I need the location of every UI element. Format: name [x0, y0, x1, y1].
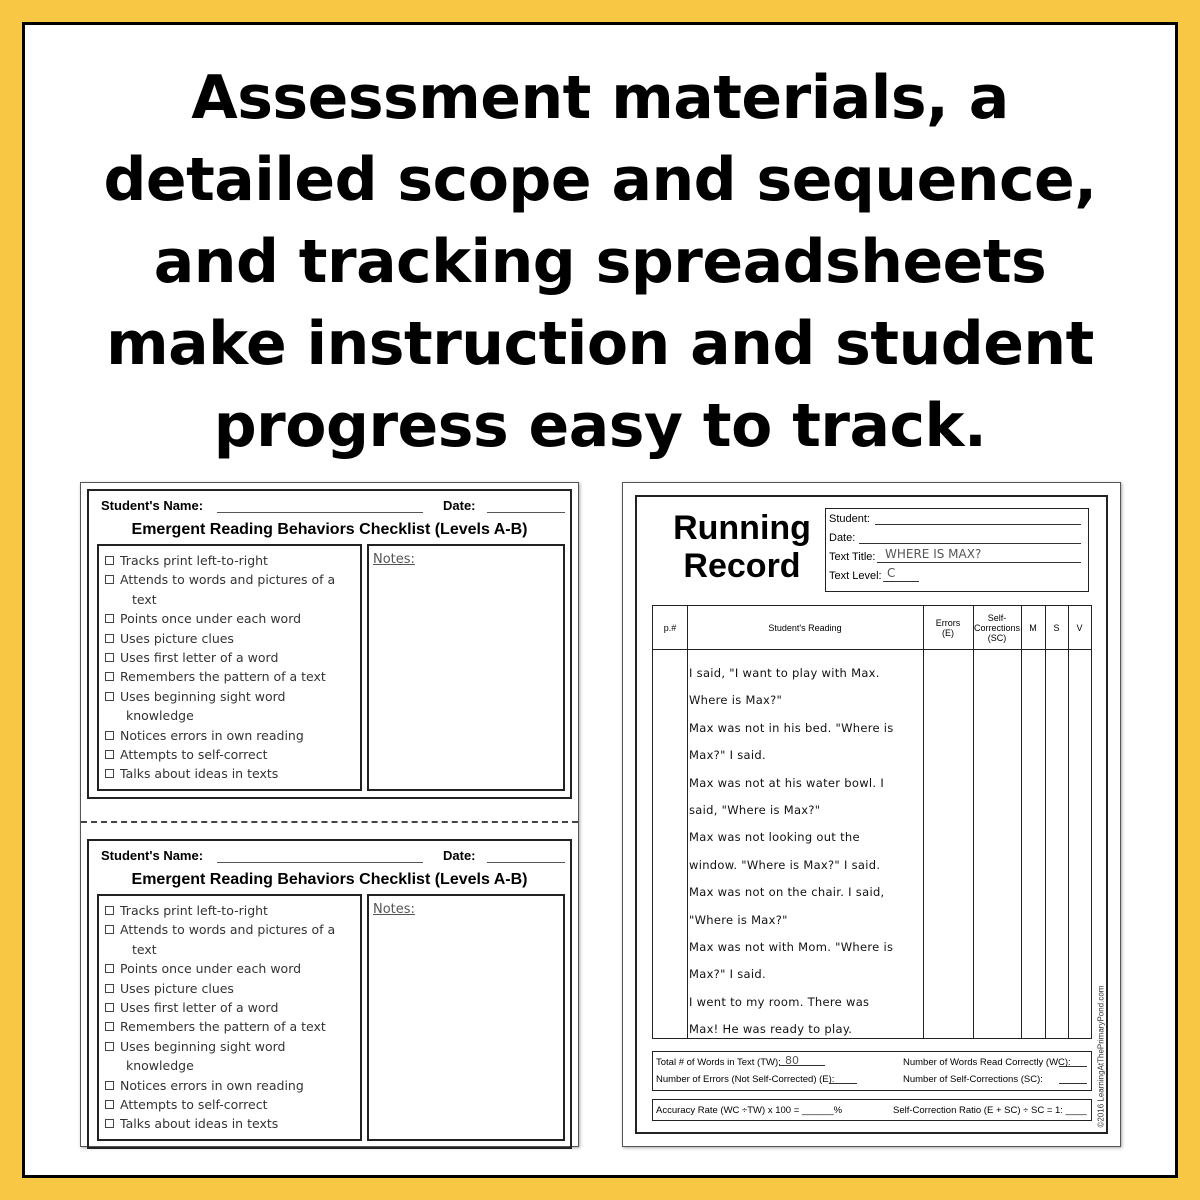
checklist-list — [97, 544, 362, 791]
running-record-title — [657, 509, 827, 585]
column-divider — [1045, 606, 1046, 1038]
date-label: Date: — [829, 532, 856, 544]
checklist-item-label — [120, 726, 354, 745]
reading-line: window. "Where is Max?" I said. — [689, 857, 881, 872]
checklist-item-label — [120, 745, 354, 764]
checkbox[interactable] — [105, 984, 114, 993]
col-m-header: M — [1029, 623, 1037, 633]
student-name-line — [217, 862, 423, 863]
checklist-item-label — [120, 1017, 354, 1036]
checklist-item — [105, 901, 354, 920]
checklist-item-text: Talks about ideas in texts — [120, 766, 279, 782]
text-title-value: WHERE IS MAX? — [885, 547, 982, 561]
column-divider — [973, 606, 974, 1038]
text-level-line — [883, 581, 919, 582]
checklist-item-text: Remembers the pattern of a text — [120, 669, 326, 685]
checklist-item — [105, 745, 354, 764]
running-record-sheet — [622, 482, 1121, 1147]
checklist-card — [87, 489, 572, 799]
totals-box — [652, 1051, 1092, 1091]
text-level-label: Text Level: — [829, 570, 882, 582]
words-correct-line — [1059, 1066, 1087, 1067]
text-title-line — [877, 562, 1081, 563]
column-divider — [687, 606, 688, 1038]
checkbox[interactable] — [105, 925, 114, 934]
checkbox[interactable] — [105, 964, 114, 973]
reading-line: Max?" I said. — [689, 967, 766, 982]
accuracy-box — [652, 1099, 1092, 1121]
headline-line: detailed scope and sequence, — [103, 145, 1097, 215]
name-date-row — [101, 848, 561, 866]
total-words-value: 80 — [785, 1054, 799, 1067]
copyright-notice — [1095, 985, 1107, 1129]
table-header — [653, 606, 1091, 650]
notes-box — [367, 544, 565, 791]
sc-header-line: Self- — [987, 613, 1007, 623]
checklist-item-text: Talks about ideas in texts — [120, 1116, 279, 1132]
reading-line: Max was not on the chair. I said, — [689, 885, 885, 900]
col-errors-header — [923, 606, 973, 650]
checkbox[interactable] — [105, 1100, 114, 1109]
checklist-item — [105, 629, 354, 648]
self-corrections-line — [1059, 1083, 1087, 1084]
checklist-item — [105, 764, 354, 783]
checklist-item — [105, 551, 354, 570]
record-info-box — [825, 508, 1089, 592]
errors-header-line: Errors — [935, 618, 961, 628]
headline-line: make instruction and student — [106, 309, 1094, 379]
headline-line: progress easy to track. — [213, 391, 987, 461]
reading-line: Max! He was ready to play. — [689, 1022, 853, 1037]
checklist-item-label — [120, 920, 354, 959]
checklist-item — [105, 570, 354, 609]
student-name-label: Student's Name: — [101, 498, 204, 513]
checkbox[interactable] — [105, 556, 114, 565]
col-s-header: S — [1053, 623, 1060, 633]
words-correct-label: Number of Words Read Correctly (WC): — [903, 1057, 1071, 1068]
checklist-item-text: text — [132, 941, 157, 957]
title-line: Record — [683, 547, 801, 585]
text-level-value: C — [887, 566, 896, 580]
checklist-item-text: Tracks print left-to-right — [120, 903, 268, 918]
reading-line: Max?" I said. — [689, 748, 766, 763]
running-record-table — [652, 605, 1092, 1039]
notes-label: Notes: — [373, 552, 415, 567]
checklist-item — [105, 648, 354, 667]
sc-header-line: Corrections — [973, 623, 1020, 633]
checklist-item-text: Attends to words and pictures of a — [120, 572, 336, 588]
date-line — [487, 512, 565, 513]
checklist-item-label — [120, 570, 354, 609]
checklist-item-label — [120, 959, 354, 978]
student-line — [875, 524, 1081, 525]
errors-count-label: Number of Errors (Not Self-Corrected) (E): — [656, 1074, 835, 1085]
col-sc-header — [973, 606, 1021, 650]
checklist-item — [105, 1076, 354, 1095]
headline-line: and tracking spreadsheets — [153, 227, 1047, 297]
checklist-item-text: Notices errors in own reading — [120, 727, 304, 743]
sc-ratio-label: Self-Correction Ratio (E + SC) ÷ SC = 1: ____ — [893, 1105, 1087, 1116]
checklist-item-text: Uses picture clues — [120, 980, 234, 996]
checklist-item — [105, 726, 354, 745]
checkbox[interactable] — [105, 1042, 114, 1051]
checkbox[interactable] — [105, 750, 114, 759]
reading-line: Max was not at his water bowl. I — [689, 775, 885, 790]
checklist-item-text: Points once under each word — [120, 611, 302, 627]
date-line — [487, 862, 565, 863]
column-divider — [1068, 606, 1069, 1038]
column-divider — [923, 606, 924, 1038]
checklist-item-text: Uses beginning sight word — [120, 688, 286, 704]
checklist-item-label — [120, 629, 354, 648]
checklist-item — [105, 998, 354, 1017]
checklist-item-label — [120, 667, 354, 686]
reading-line: said, "Where is Max?" — [689, 802, 821, 817]
reading-line: Max was not in his bed. "Where is — [689, 720, 894, 735]
date-row — [829, 528, 1087, 546]
checklist-card — [87, 839, 572, 1149]
total-words-label: Total # of Words in Text (TW): — [656, 1057, 781, 1068]
checklist-item-text: Attempts to self-correct — [120, 747, 268, 763]
running-record-border — [635, 495, 1108, 1134]
checklist-item-label — [120, 998, 354, 1017]
checklist-item — [105, 920, 354, 959]
checkbox[interactable] — [105, 1119, 114, 1128]
checklist-item — [105, 1114, 354, 1133]
checklist-item-label — [120, 1076, 354, 1095]
checklist-item-text: knowledge — [126, 708, 194, 724]
student-name-line — [217, 512, 423, 513]
notes-label: Notes: — [373, 902, 415, 917]
errors-header-line: (E) — [942, 628, 954, 638]
col-page-header: p.# — [663, 623, 677, 633]
accuracy-rate-label: Accuracy Rate (WC ÷TW) x 100 = ______% — [656, 1105, 843, 1116]
checklist-item-label — [120, 1037, 354, 1076]
student-name-label: Student's Name: — [101, 848, 204, 863]
checklist-item — [105, 1037, 354, 1076]
checkbox[interactable] — [105, 769, 114, 778]
checklist-item-label — [120, 648, 354, 667]
copyright-text: ©2016 LearningAtThePrimaryPond.com — [1096, 985, 1106, 1128]
reading-line: I said, "I want to play with Max. — [689, 666, 880, 680]
headline-line: Assessment materials, a — [191, 63, 1009, 133]
reading-text — [689, 660, 919, 1043]
checkbox[interactable] — [105, 575, 114, 584]
checkbox[interactable] — [105, 692, 114, 701]
checklist-item-label — [120, 1095, 354, 1114]
checkbox[interactable] — [105, 614, 114, 623]
checkbox[interactable] — [105, 1081, 114, 1090]
checklist-item-label — [120, 1114, 354, 1133]
reading-line: Max was not looking out the — [689, 830, 860, 845]
checklist-item — [105, 959, 354, 978]
notes-box — [367, 894, 565, 1141]
text-level-row — [829, 566, 1087, 584]
checklist-item-text: Attends to words and pictures of a — [120, 922, 336, 938]
reading-line: I went to my room. There was — [689, 994, 870, 1009]
checklist-item — [105, 667, 354, 686]
date-line — [859, 543, 1081, 544]
sc-header-line: (SC) — [987, 633, 1007, 643]
column-divider — [1021, 606, 1022, 1038]
checkbox[interactable] — [105, 1003, 114, 1012]
checklist-item-text: Attempts to self-correct — [120, 1097, 268, 1113]
student-label: Student: — [829, 513, 870, 525]
checklist-item-label — [120, 901, 354, 920]
errors-count-line — [829, 1083, 857, 1084]
name-date-row — [101, 498, 561, 516]
student-row — [829, 509, 1087, 527]
checklist-item — [105, 609, 354, 628]
headline — [25, 57, 1175, 467]
reading-line: Where is Max?" — [689, 693, 783, 708]
checklist-sheet — [80, 482, 579, 1147]
checklist-list — [97, 894, 362, 1141]
checklist-item — [105, 687, 354, 726]
checklist-item-label — [120, 687, 354, 726]
checklist-item-label — [120, 764, 354, 783]
checklist-item-text: Tracks print left-to-right — [120, 553, 268, 568]
checkbox[interactable] — [105, 731, 114, 740]
cut-line — [81, 821, 578, 823]
checkbox[interactable] — [105, 653, 114, 662]
checklist-title: Emergent Reading Behaviors Checklist (Levels A-B) — [131, 521, 528, 538]
checklist-title: Emergent Reading Behaviors Checklist (Levels A-B) — [131, 871, 528, 888]
checklist-item — [105, 1017, 354, 1036]
reading-line: "Where is Max?" — [689, 912, 788, 927]
reading-line: Max was not with Mom. "Where is — [689, 939, 894, 954]
checklist-item-text: knowledge — [126, 1058, 194, 1074]
checklist-item — [105, 979, 354, 998]
checkbox[interactable] — [105, 1022, 114, 1031]
col-reading-header: Student's Reading — [768, 623, 842, 633]
checklist-item-text: text — [132, 591, 157, 607]
checklist-item-label — [120, 551, 354, 570]
self-corrections-label: Number of Self-Corrections (SC): — [903, 1074, 1043, 1085]
checklist-item-label — [120, 609, 354, 628]
checkbox[interactable] — [105, 906, 114, 915]
checklist-item-text: Notices errors in own reading — [120, 1077, 304, 1093]
checkbox[interactable] — [105, 634, 114, 643]
col-v-header: V — [1076, 623, 1083, 633]
date-label: Date: — [443, 848, 476, 863]
text-title-row — [829, 547, 1087, 565]
checkbox[interactable] — [105, 672, 114, 681]
checklist-item-text: Uses first letter of a word — [120, 650, 279, 666]
date-label: Date: — [443, 498, 476, 513]
checklist-item — [105, 1095, 354, 1114]
checklist-item-text: Uses picture clues — [120, 630, 234, 646]
checklist-item-text: Uses first letter of a word — [120, 1000, 279, 1016]
checklist-item-label — [120, 979, 354, 998]
checklist-item-text: Points once under each word — [120, 961, 302, 977]
title-line: Running — [673, 509, 811, 547]
checklist-item-text: Remembers the pattern of a text — [120, 1019, 326, 1035]
text-title-label: Text Title: — [829, 551, 876, 563]
checklist-item-text: Uses beginning sight word — [120, 1038, 286, 1054]
